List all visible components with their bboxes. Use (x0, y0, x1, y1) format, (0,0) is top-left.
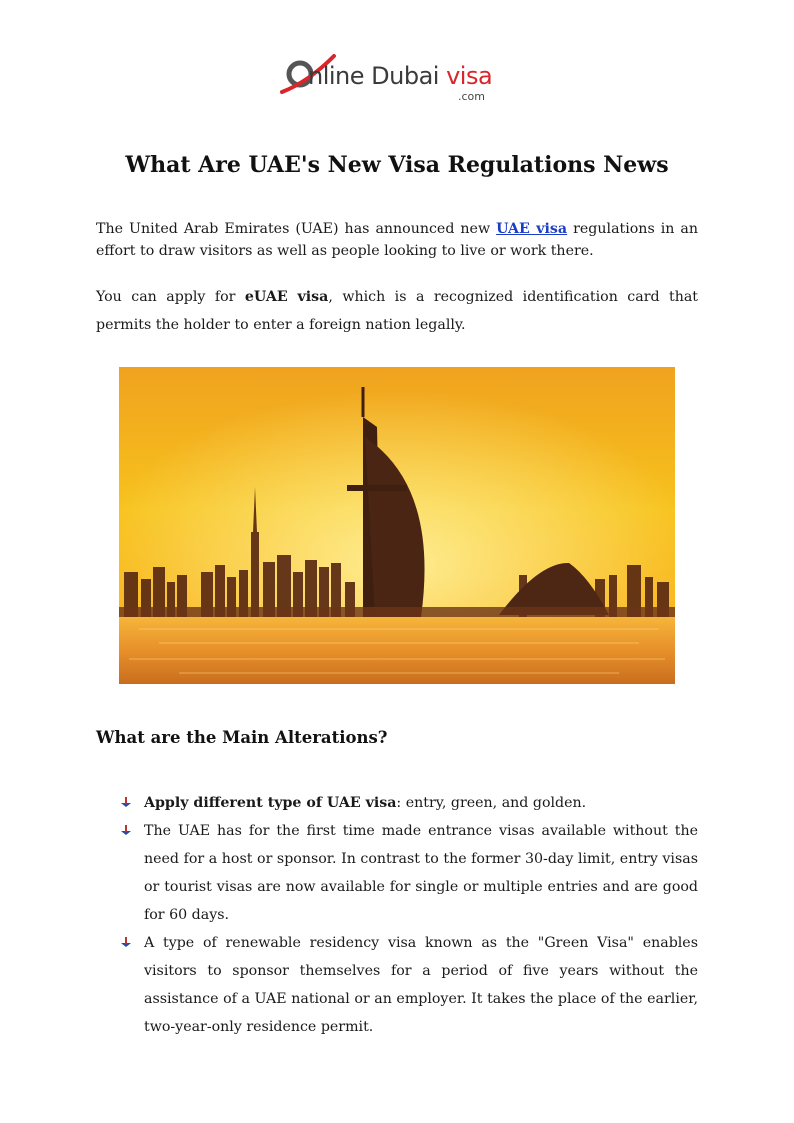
bullet-text: : entry, green, and golden. (396, 795, 587, 811)
arrow-bullet-icon (120, 936, 132, 948)
logo-dotcom: .com (458, 90, 485, 103)
intro-paragraph (96, 218, 698, 262)
site-logo[interactable] (278, 52, 518, 110)
list-item (96, 789, 698, 817)
dubai-skyline-image (119, 367, 675, 684)
bullet-text: The UAE has for the first time made entrance visas available without the need for a host or sponsor. In contrast to the former 30-day limit, entry visas or tourist visas are now available for single or multiple entries and are good for 60 days. (144, 823, 698, 923)
alterations-list (96, 789, 698, 1041)
intro-text-a: The United Arab Emirates (UAE) has announced new (96, 221, 497, 237)
list-item (96, 817, 698, 929)
list-item (96, 929, 698, 1041)
section-heading: What are the Main Alterations? (96, 728, 388, 747)
arrow-bullet-icon (120, 796, 132, 808)
intro-text-b: regulations in an effort to draw visitors as well as people looking to live or work there. (96, 221, 699, 259)
page-title: What Are UAE's New Visa Regulations News (125, 152, 669, 178)
arrow-bullet-icon (120, 824, 132, 836)
apply-text-b: , which is a recognized identification card that permits the holder to enter a foreign nation legally. (96, 289, 698, 333)
bullet-bold: Apply different type of UAE visa (144, 795, 397, 811)
logo-visa-text: visa (446, 62, 493, 90)
logo-name-text: nline Dubai (308, 62, 447, 90)
euae-visa-bold: eUAE visa (244, 289, 329, 305)
bullet-text: A type of renewable residency visa known as the "Green Visa" enables visitors to sponsor themselves for a period of five years without the assistance of a UAE national or an employer. It takes the place of the earlier, two-year-only residence permit. (144, 935, 698, 1035)
uae-visa-link[interactable]: UAE visa (496, 221, 568, 237)
apply-text-a: You can apply for (96, 289, 245, 305)
logo-wordmark (308, 62, 492, 90)
apply-paragraph (96, 283, 698, 339)
